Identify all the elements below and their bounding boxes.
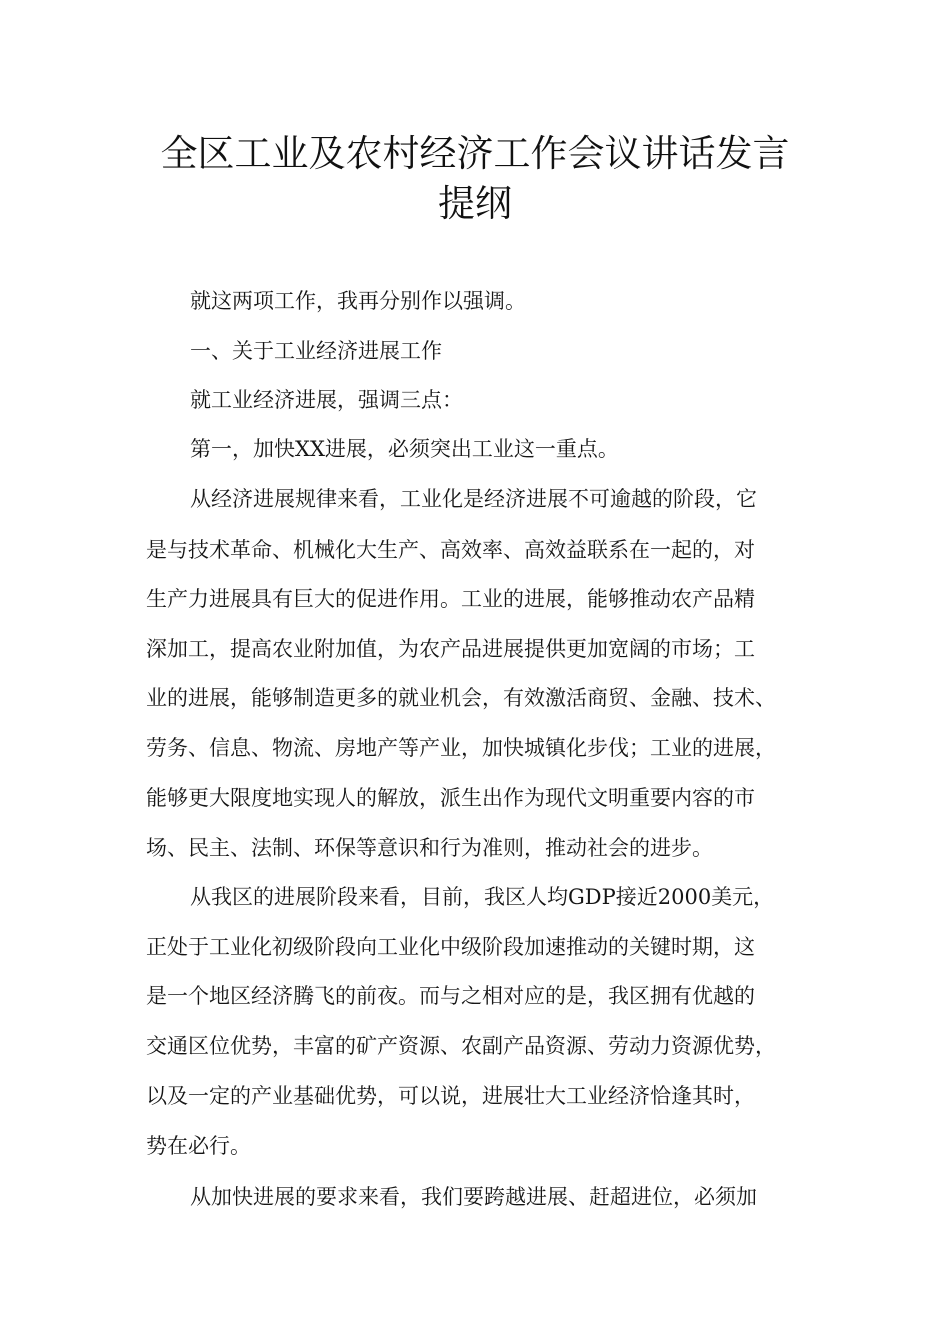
paragraph-line: 是一个地区经济腾飞的前夜。而与之相对应的是，我区拥有优越的 bbox=[146, 984, 755, 1008]
paragraph-line: 就工业经济进展，强调三点： bbox=[190, 388, 463, 412]
paragraph-line: 正处于工业化初级阶段向工业化中级阶段加速推动的关键时期，这 bbox=[146, 935, 755, 959]
paragraph-line: 势在必行。 bbox=[146, 1134, 251, 1158]
paragraph-line: 就这两项工作，我再分别作以强调。 bbox=[190, 289, 526, 313]
paragraph-line: 从经济进展规律来看，工业化是经济进展不可逾越的阶段，它 bbox=[190, 487, 757, 511]
paragraph-line: 场、民主、法制、环保等意识和行为准则，推动社会的进步。 bbox=[146, 836, 713, 860]
paragraph-line: 深加工，提高农业附加值，为农产品进展提供更加宽阔的市场；工 bbox=[146, 637, 755, 661]
paragraph-line: 劳务、信息、物流、房地产等产业，加快城镇化步伐；工业的进展， bbox=[146, 736, 776, 760]
paragraph-line: 生产力进展具有巨大的促进作用。工业的进展，能够推动农产品精 bbox=[146, 587, 755, 611]
paragraph-line: 以及一定的产业基础优势，可以说，进展壮大工业经济恰逢其时， bbox=[146, 1084, 755, 1108]
document-title-line-2: 提纲 bbox=[438, 182, 512, 225]
paragraph-line: 从加快进展的要求来看，我们要跨越进展、赶超进位，必须加 bbox=[190, 1185, 757, 1209]
paragraph-line: 交通区位优势，丰富的矿产资源、农副产品资源、劳动力资源优势， bbox=[146, 1034, 776, 1058]
section-heading: 一、关于工业经济进展工作 bbox=[190, 339, 442, 363]
paragraph-line: 业的进展，能够制造更多的就业机会，有效激活商贸、金融、技术、 bbox=[146, 686, 776, 710]
subheading-line: 第一，加快XX进展，必须突出工业这一重点。 bbox=[190, 437, 619, 461]
document-title-line-1: 全区工业及农村经济工作会议讲话发言 bbox=[160, 132, 790, 175]
paragraph-line: 能够更大限度地实现人的解放，派生出作为现代文明重要内容的市 bbox=[146, 786, 755, 810]
paragraph-line: 从我区的进展阶段来看，目前，我区人均GDP接近2000美元， bbox=[190, 885, 775, 909]
paragraph-line: 是与技术革命、机械化大生产、高效率、高效益联系在一起的，对 bbox=[146, 538, 755, 562]
